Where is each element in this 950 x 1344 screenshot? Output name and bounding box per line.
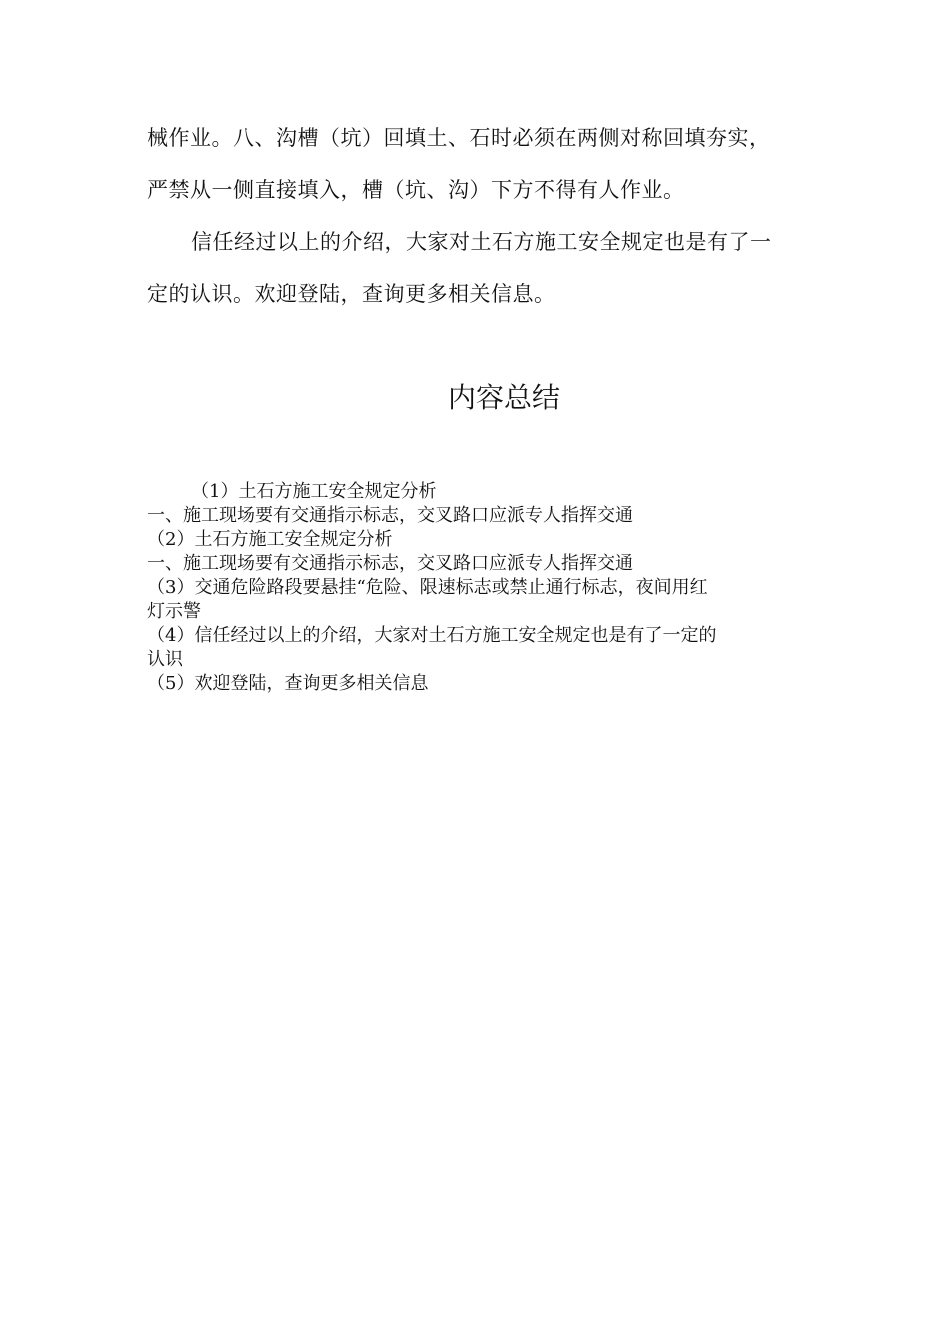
body-paragraph-line: 械作业。八、沟槽（坑）回填土、石时必须在两侧对称回填夯实，: [147, 126, 771, 150]
summary-list: [147, 480, 807, 696]
summary-item: 一、施工现场要有交通指示标志，交叉路口应派专人指挥交通: [147, 505, 633, 526]
summary-item: 认识: [147, 649, 183, 670]
summary-item: 一、施工现场要有交通指示标志，交叉路口应派专人指挥交通: [147, 553, 633, 574]
body-paragraph-line: 定的认识。欢迎登陆，查询更多相关信息。: [147, 282, 556, 306]
summary-heading: 内容总结: [447, 381, 560, 414]
body-paragraph-line: 严禁从一侧直接填入，槽（坑、沟）下方不得有人作业。: [147, 178, 685, 202]
summary-item: （4）信任经过以上的介绍，大家对土石方施工安全规定也是有了一定的: [147, 625, 717, 646]
summary-item: （3）交通危险路段要悬挂“危险、限速标志或禁止通行标志，夜间用红: [147, 577, 708, 598]
summary-item: 灯示警: [147, 601, 201, 622]
body-paragraph-line: 信任经过以上的介绍，大家对土石方施工安全规定也是有了一: [191, 230, 772, 254]
summary-item: （5）欢迎登陆，查询更多相关信息: [147, 673, 429, 694]
summary-item: （2）土石方施工安全规定分析: [147, 529, 393, 550]
summary-item: （1）土石方施工安全规定分析: [191, 481, 437, 502]
